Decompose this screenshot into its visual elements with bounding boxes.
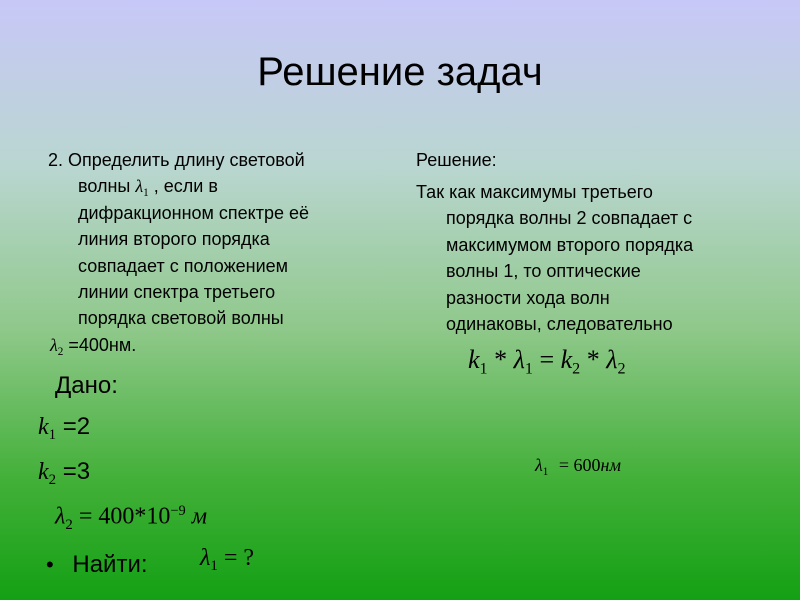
solution-equation: $k_1 * \lambda_1 = k_2 * \lambda_2$ xyxy=(468,345,626,378)
slide-title: Решение задач xyxy=(257,50,543,94)
task-line-6: линии спектра третьего xyxy=(78,282,276,302)
given-label: Дано: xyxy=(55,372,118,399)
solution-label: Решение: xyxy=(416,150,497,170)
find-row xyxy=(46,551,148,579)
task-line-7: порядка световой волны xyxy=(78,308,284,328)
solution-line-4: волны 1, то оптические xyxy=(446,261,641,281)
k1-value: =2 xyxy=(62,413,91,440)
find-rhs: = ? xyxy=(223,545,255,571)
lambda1-symbol: $\lambda_1$ xyxy=(135,176,149,199)
lambda2-symbol: $\lambda_2$ xyxy=(50,335,64,358)
task-line-8 xyxy=(50,332,136,365)
lambda2-ten: 10 xyxy=(146,503,171,530)
k2-symbol: $k_2$ xyxy=(38,459,57,489)
lambda2-eq: = 400 xyxy=(78,503,135,530)
given-lambda2-formula: $\lambda_2 = 400*10^{-9}$ м xyxy=(55,503,208,533)
task-line-4: линия второго порядка xyxy=(78,229,270,249)
bullet-icon: • xyxy=(46,552,54,577)
task-line-5: совпадает с положением xyxy=(78,256,289,276)
find-formula: $\lambda_1$ = ? xyxy=(200,545,255,575)
lambda2-unit: м xyxy=(191,503,208,530)
solution-line-3: максимумом второго порядка xyxy=(446,235,694,255)
solution-line-2: порядка волны 2 совпадает с xyxy=(446,208,693,228)
task-line-3: дифракционном спектре её xyxy=(78,203,310,223)
k2-value: =3 xyxy=(62,458,91,485)
given-k2 xyxy=(38,458,90,489)
solution-line-1: Так как максимумы третьего xyxy=(416,182,653,202)
task-line-2-tail: , если в xyxy=(153,176,218,196)
solution-answer: $\lambda_1 = 600нм$ xyxy=(535,455,621,478)
task-line-1: 2. Определить длину световой xyxy=(48,150,305,170)
given-k1 xyxy=(38,413,90,444)
task-line-2-text: волны xyxy=(78,176,131,196)
lambda2-exp: −9 xyxy=(170,503,186,519)
find-label: Найти: xyxy=(72,551,148,578)
solution-line-5: разности хода волн xyxy=(446,288,610,308)
lambda2-times: * xyxy=(134,503,147,530)
lambda2-value: =400нм. xyxy=(68,335,137,355)
solution-line-6: одинаковы, следовательно xyxy=(446,314,673,334)
k1-symbol: $k_1$ xyxy=(38,414,57,444)
